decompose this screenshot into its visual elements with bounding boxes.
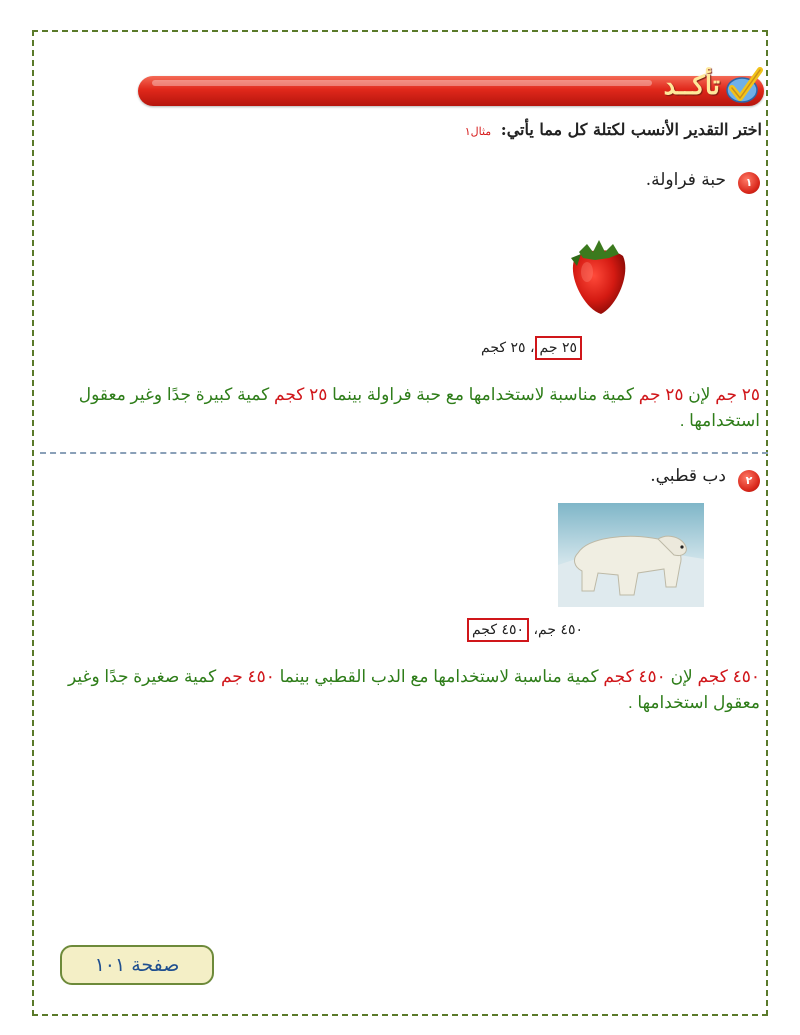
instruction-text: اختر التقدير الأنسب لكتلة كل مما يأتي: مثال١	[464, 120, 762, 139]
strawberry-icon	[565, 236, 633, 316]
polar-bear-icon	[558, 503, 704, 607]
section-divider	[40, 452, 768, 454]
answer-choices: ٢٥ جم، ٢٥ كجم	[481, 340, 582, 356]
answer-explanation: ٢٥ جم لإن ٢٥ جم كمية مناسبة لاستخدامها مع حبة فراولة بينما ٢٥ كجم كمية كبيرة جدًا وغير معقول استخدامها .	[78, 385, 760, 430]
selected-choice: ٢٥ جم	[535, 336, 582, 360]
section-title: تأكــد	[663, 71, 720, 101]
question-number-badge: ٢	[738, 470, 760, 492]
question-text: حبة فراولة.	[645, 170, 726, 190]
other-choice: ٤٥٠ جم	[538, 622, 583, 638]
answer-explanation: ٤٥٠ كجم لإن ٤٥٠ كجم كمية مناسبة لاستخدامها مع الدب القطبي بينما ٤٥٠ جم كمية صغيرة جدًا وغير معقول استخدامها .	[68, 667, 760, 712]
answer-choices: ٤٥٠ جم، ٤٥٠ كجم	[467, 622, 583, 638]
example-reference: مثال١	[464, 125, 492, 138]
checkmark-icon	[724, 66, 764, 106]
question-number-badge: ١	[738, 172, 760, 194]
question-text: دب قطبي.	[650, 466, 726, 486]
page-number-badge: صفحة ١٠١	[60, 945, 214, 985]
selected-choice: ٤٥٠ كجم	[467, 618, 529, 642]
other-choice: ٢٥ كجم	[481, 340, 526, 356]
